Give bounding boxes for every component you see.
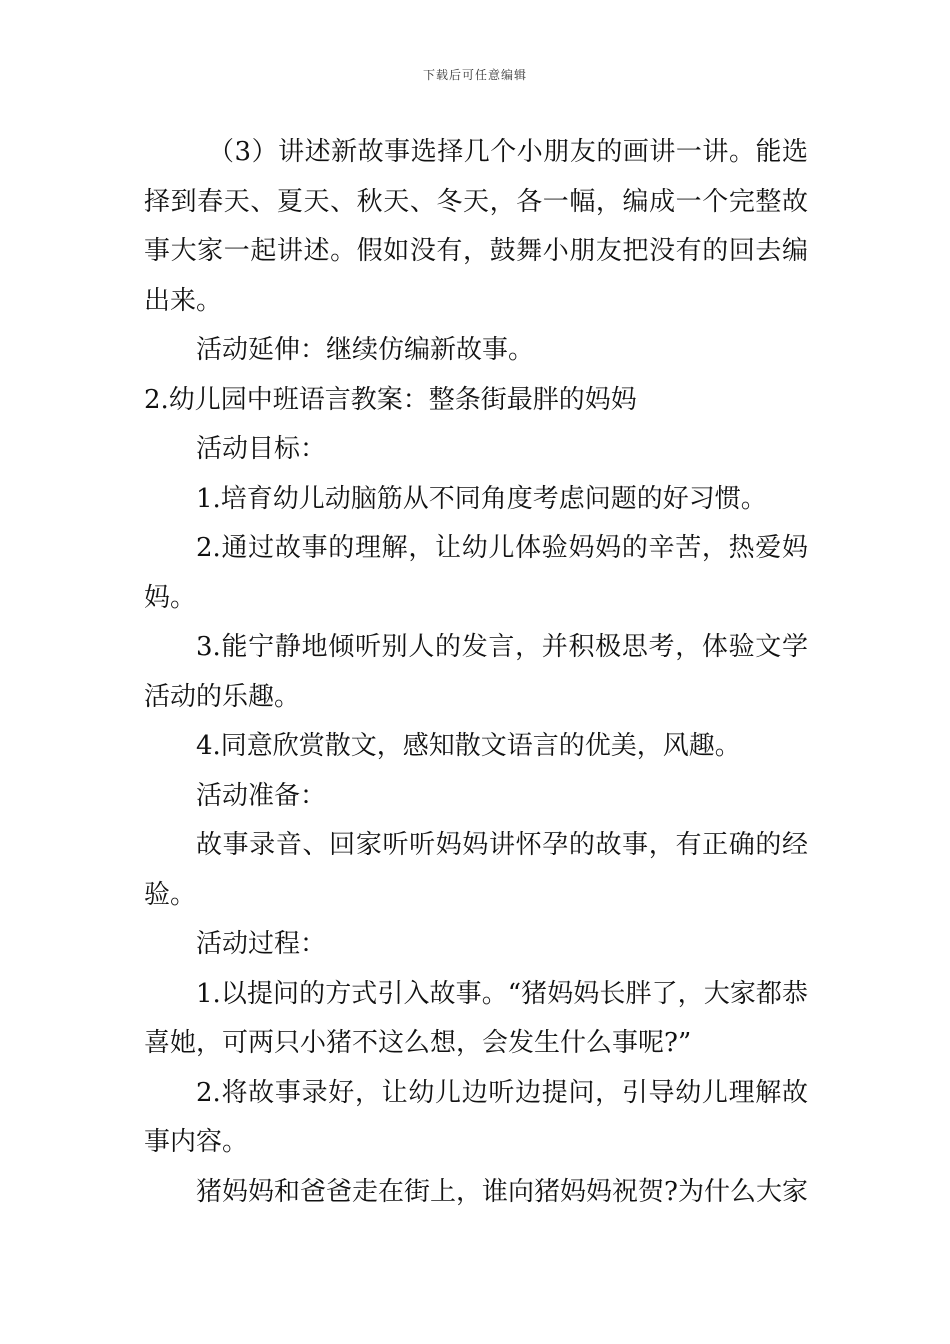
paragraph-objective-4: 4.同意欣赏散文，感知散文语言的优美，风趣。 (196, 731, 741, 761)
section-heading: 2.幼儿园中班语言教案：整条街最胖的妈妈 (144, 384, 637, 415)
paragraph-story-retelling: （3）讲述新故事选择几个小朋友的画讲一讲。能选择到春天、夏天、秋天、冬天，各一幅，编成一个完整故事大家一起讲述。假如没有，鼓舞小朋友把没有的回去编出来。 (144, 137, 808, 316)
page-header: 下载后可任意编辑 (422, 68, 527, 82)
paragraph-process-label: 活动过程： (196, 929, 327, 959)
paragraph-preparation: 故事录音、回家听听妈妈讲怀孕的故事，有正确的经验。 (144, 830, 808, 910)
paragraph-story-question: 猪妈妈和爸爸走在街上，谁向猪妈妈祝贺?为什么大家 (196, 1176, 808, 1207)
paragraph-preparation-label: 活动准备： (196, 780, 327, 811)
paragraph-process-1: 1.以提问的方式引入故事。“猪妈妈长胖了，大家都恭喜她，可两只小猪不这么想，会发生什么事呢?” (144, 978, 808, 1058)
paragraph-objective-2: 2.通过故事的理解，让幼儿体验妈妈的辛苦，热爱妈妈。 (144, 533, 808, 613)
paragraph-activity-extension: 活动延伸：继续仿编新故事。 (196, 335, 535, 365)
document-body (144, 128, 808, 1217)
paragraph-objectives-label: 活动目标： (196, 434, 327, 464)
paragraph-objective-3: 3.能宁静地倾听别人的发言，并积极思考，体验文学活动的乐趣。 (144, 632, 808, 712)
paragraph-process-2: 2.将故事录好，让幼儿边听边提问，引导幼儿理解故事内容。 (144, 1077, 808, 1157)
paragraph-objective-1: 1.培育幼儿动脑筋从不同角度考虑问题的好习惯。 (196, 483, 767, 514)
